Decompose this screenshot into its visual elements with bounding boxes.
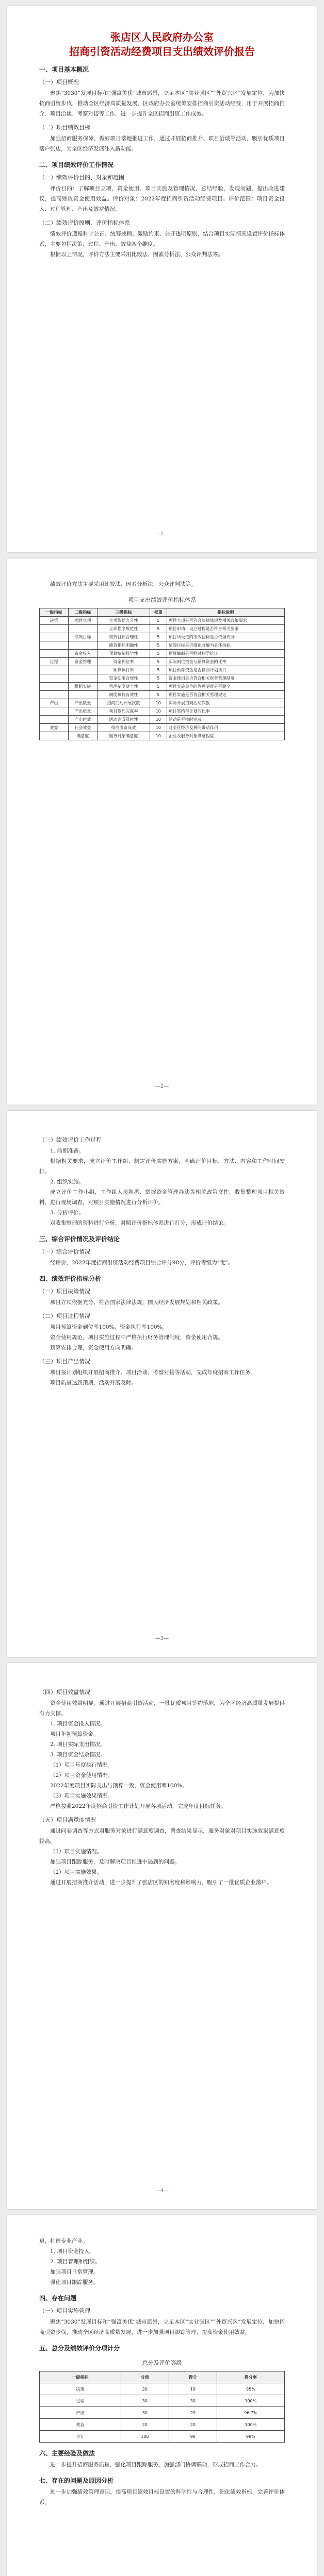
table-cell: 10 bbox=[150, 707, 167, 716]
table-cell: 预算编制是否经过科学论证 bbox=[167, 650, 284, 658]
table-cell: 5 bbox=[150, 691, 167, 699]
paragraph: 通过开展招商推介活动，进一步提升了张店区的知名度和影响力，吸引了一批优质企业落户。 bbox=[50, 1879, 272, 1886]
section-heading: 三、综合评价情况及评价结论 bbox=[39, 1235, 120, 1243]
paragraph: 预算安排合理，资金使用方向明确。 bbox=[50, 1345, 137, 1351]
section-heading: 七、存在的问题及原因分析 bbox=[39, 2477, 114, 2484]
table-cell bbox=[40, 641, 69, 650]
subsection-heading: （一）绩效评价目的、对象和范围 bbox=[39, 174, 124, 181]
paragraph: 项目立项依据充分，符合国家法律法规、国民经济发展规划和相关政策。 bbox=[50, 1299, 223, 1306]
table-cell: 资金到位率 bbox=[97, 658, 150, 666]
document-page-2 bbox=[7, 558, 317, 1105]
table-cell: 过程 bbox=[40, 2395, 121, 2407]
table-row bbox=[40, 2395, 285, 2407]
score-table-body bbox=[40, 2383, 285, 2443]
table-cell: 100% bbox=[217, 2395, 284, 2407]
column-header: 指标说明 bbox=[167, 608, 284, 617]
subsection-heading: （三）项目产出情况 bbox=[39, 1358, 90, 1365]
column-header: 分值 bbox=[121, 2371, 169, 2383]
column-header: 得分 bbox=[169, 2371, 217, 2383]
subsection-heading: （一）综合评价情况 bbox=[39, 1248, 90, 1255]
document-page-1 bbox=[7, 6, 317, 552]
table-cell: 项目立项 bbox=[68, 617, 97, 625]
table-cell bbox=[68, 691, 97, 699]
table-cell: 5 bbox=[150, 641, 167, 650]
score-header-row bbox=[40, 2371, 285, 2383]
table-cell: 30 bbox=[169, 2395, 217, 2407]
subsection-heading: （五）项目满意度情况 bbox=[39, 1817, 96, 1823]
page-2-intro: 绩效评价方法主要采用比较法、因素分析法、公众评判法等。 bbox=[50, 581, 197, 587]
table-cell: 19 bbox=[169, 2383, 217, 2395]
column-header: 三级指标 bbox=[97, 608, 150, 617]
table-cell: 项目签约与计划的比率 bbox=[167, 707, 284, 716]
table-cell bbox=[68, 625, 97, 633]
table-row bbox=[40, 2407, 285, 2419]
table-cell: 效益 bbox=[40, 724, 69, 732]
table-cell: 合计 bbox=[40, 2431, 121, 2443]
table-cell: 5 bbox=[150, 683, 167, 691]
table-cell: 组织实施 bbox=[68, 683, 97, 691]
paragraph: 聚焦“3030”发展目标和“强富美优”城市愿景，立足本区“实业强区”“外贸兴区”发展定位，加快招商引资步伐，推动全区经济高质量发展，进一步加强项目跟踪管理，提高资金使用效益。 bbox=[39, 2319, 285, 2335]
table-cell: 立项依据充分性 bbox=[97, 617, 150, 625]
page-5-body bbox=[39, 2246, 285, 2352]
table-row bbox=[40, 641, 285, 650]
table-cell: 招商活动开展次数 bbox=[97, 699, 150, 707]
table-cell: 项目实施是否符合相关管理规定 bbox=[167, 691, 284, 699]
table-row bbox=[40, 683, 285, 691]
table-cell: 10 bbox=[150, 732, 167, 740]
table-cell: 满意度 bbox=[68, 732, 97, 740]
table-cell: 5 bbox=[150, 666, 167, 674]
section-heading: 五、总分及绩效评价分项计分 bbox=[39, 2345, 120, 2352]
section-heading: 四、绩效评价指标分析 bbox=[39, 1275, 102, 1282]
column-header: 一级指标 bbox=[40, 2371, 121, 2383]
table-cell bbox=[40, 666, 69, 674]
table-cell: 100% bbox=[217, 2419, 284, 2431]
table-cell bbox=[40, 625, 69, 633]
table-cell: 29 bbox=[169, 2407, 217, 2419]
report-title bbox=[39, 30, 285, 59]
table-row bbox=[40, 707, 285, 716]
table-cell: 企业及服务对象满意程度 bbox=[167, 732, 284, 740]
table-cell: 96.7% bbox=[217, 2407, 284, 2419]
subsection-heading: （二）绩效评价原则、评价指标体系 bbox=[39, 219, 130, 226]
paragraph: 2. 项目管理和组织。 bbox=[50, 2259, 101, 2265]
paragraph: 成立评价工作小组，工作组人员熟悉、掌握资金管理办法等相关政策文件，收集整理项目相关资料，进行现场调查，对项目实施情况进行分析评价。 bbox=[39, 1189, 285, 1206]
subsection-heading: （四）项目效益情况 bbox=[39, 1689, 90, 1696]
table-cell: 10 bbox=[150, 699, 167, 707]
table-body bbox=[40, 617, 285, 740]
subsection-heading: （三）绩效评价工作过程 bbox=[39, 1137, 102, 1143]
table-cell: 30 bbox=[121, 2395, 169, 2407]
paragraph: 项目按计划组织开展招商推介、项目洽谈、考察对接等活动，完成年度招商工作任务。 bbox=[50, 1369, 256, 1376]
subsection-heading: （二）项目过程情况 bbox=[39, 1313, 90, 1319]
column-header: 一级指标 bbox=[40, 608, 69, 617]
score-table bbox=[39, 2371, 285, 2443]
table-cell: 5 bbox=[150, 674, 167, 683]
title-line-1: 张店区人民政府办公室 bbox=[110, 31, 214, 43]
page-1-body bbox=[39, 65, 285, 260]
table-cell bbox=[40, 732, 69, 740]
table-cell: 服务对象满意度 bbox=[97, 732, 150, 740]
table-cell: 绩效目标是否细化分解为具体指标 bbox=[167, 641, 284, 650]
table-row bbox=[40, 625, 285, 633]
section-heading: 一、项目基本概况 bbox=[39, 66, 89, 73]
paragraph: 根据以上情况，评价方法主要采用比较法、因素分析法、公众评判法等。 bbox=[50, 251, 223, 258]
table-cell: 决策 bbox=[40, 2383, 121, 2395]
table-cell: 项目预算资金是否按照计划执行 bbox=[167, 666, 284, 674]
table-cell: 10 bbox=[150, 724, 167, 732]
page-5-body-2 bbox=[39, 2449, 285, 2507]
table-cell: 5 bbox=[150, 658, 167, 666]
table-cell bbox=[40, 674, 69, 683]
table-row bbox=[40, 699, 285, 707]
subsection-heading: （一）项目实施管理 bbox=[39, 2308, 90, 2314]
page-number: —2— bbox=[155, 1083, 169, 1089]
table-cell: 绩效目标合理性 bbox=[97, 633, 150, 641]
table-cell: 项目立项是否符合法律法规及相关政策要求 bbox=[167, 617, 284, 625]
table-cell: 实际到位资金与预算资金的比率 bbox=[167, 658, 284, 666]
table-cell: 招商引资成效 bbox=[97, 724, 150, 732]
paragraph: 评价目的：了解项目立项、资金使用、项目实施及管理情况，总结经验，发现问题，提出改进建议，提高财政资金使用效益。评价对象：2022年度招商引资活动经费项目。评价范围：项目资金投入、过程管理、产出及效益情况。 bbox=[39, 185, 285, 212]
table-cell bbox=[68, 666, 97, 674]
table-caption: 项目支出绩效评价指标体系 bbox=[128, 597, 196, 603]
paragraph: 1. 前期准备。 bbox=[50, 1148, 84, 1154]
paragraph: 绩效评价遵循科学公正、统筹兼顾、激励约束、公开透明原则，结合项目实际情况设置评价指标体系，主要包括决策、过程、产出、效益四个维度。 bbox=[39, 231, 285, 247]
table-cell bbox=[40, 683, 69, 691]
table-cell: 预算执行率 bbox=[97, 666, 150, 674]
column-header: 得分率 bbox=[217, 2371, 284, 2383]
table-cell: 产出 bbox=[40, 699, 69, 707]
paragraph: （2）项目实施效果。 bbox=[50, 1869, 103, 1875]
table-cell: 5 bbox=[150, 625, 167, 633]
table-cell: 项目签约完成率 bbox=[97, 707, 150, 716]
page-number: —4— bbox=[155, 2188, 169, 2194]
table-cell: 100 bbox=[121, 2431, 169, 2443]
paragraph: 2022年度项目实际支出与预算一致，资金使用率100%。 bbox=[50, 1783, 188, 1789]
paragraph: 资金使用效益明显。通过开展招商引资活动，一批优质项目签约落地，为全区经济高质量发展提供有力支撑。 bbox=[39, 1700, 285, 1717]
paragraph: 资金使用规范，项目实施过程中严格执行财务管理制度，资金使用合规。 bbox=[50, 1334, 223, 1341]
table-row bbox=[40, 691, 285, 699]
table-row bbox=[40, 716, 285, 724]
page-number: —1— bbox=[155, 531, 169, 537]
paragraph: 3. 分析评价。 bbox=[50, 1210, 84, 1216]
page-3-body bbox=[39, 1136, 285, 1388]
table-cell: 资金使用合规性 bbox=[97, 674, 150, 683]
table-cell: 20 bbox=[121, 2419, 169, 2431]
paragraph: 对收集整理的资料进行分析，对照评价指标体系进行打分，形成评价结论。 bbox=[50, 1220, 229, 1226]
table-cell bbox=[40, 691, 69, 699]
paragraph: 根据相关要求，成立评价工作组，制定评价实施方案，明确评价目标、方法、内容和工作时间安排。 bbox=[39, 1158, 285, 1175]
table-cell bbox=[68, 641, 97, 650]
table-cell: 95% bbox=[217, 2383, 284, 2395]
section-heading: 二、项目绩效评价工作情况 bbox=[39, 161, 114, 168]
table-cell: 5 bbox=[150, 650, 167, 658]
table-cell: 活动是否按时完成 bbox=[167, 716, 284, 724]
section-heading: 六、主要经验及做法 bbox=[39, 2450, 95, 2457]
paragraph: 3. 项目资金结余情况。 bbox=[50, 1752, 106, 1758]
table-cell: 项目实施单位的管理制度是否健全 bbox=[167, 683, 284, 691]
subsection-heading: （一）项目概况 bbox=[39, 79, 79, 86]
table-cell: 产出数量 bbox=[68, 699, 97, 707]
page-number: —3— bbox=[155, 1636, 169, 1641]
table-cell: 活动完成及时性 bbox=[97, 716, 150, 724]
table-cell: 项目申请、设立过程是否符合相关要求 bbox=[167, 625, 284, 633]
page-4-body bbox=[39, 1688, 285, 1888]
paragraph: 进一步加强绩效管理意识，提高项目绩效目标设置的科学性与合理性，细化绩效指标，完善评价体系。 bbox=[39, 2489, 285, 2505]
table-row bbox=[40, 2419, 285, 2431]
table-cell: 98% bbox=[217, 2431, 284, 2443]
table-header-row bbox=[40, 608, 285, 617]
table-row bbox=[40, 633, 285, 641]
table-cell: 产出质量 bbox=[68, 707, 97, 716]
table-row bbox=[40, 617, 285, 625]
paragraph: 通过问卷调查等方式对服务对象进行满意度调查，调查结果显示，服务对象对项目实施效果满意度较高。 bbox=[39, 1828, 285, 1844]
paragraph: （3）项目实施效果情况。 bbox=[50, 1793, 114, 1799]
table-cell: 5 bbox=[150, 633, 167, 641]
table-cell: 98 bbox=[169, 2431, 217, 2443]
indicator-table bbox=[39, 608, 285, 740]
table-cell: 30 bbox=[121, 2407, 169, 2419]
table-cell: 产出时效 bbox=[68, 716, 97, 724]
table-row bbox=[40, 724, 285, 732]
table-row bbox=[40, 650, 285, 658]
paragraph: 聚焦“3030”发展目标和“强富美优”城市愿景，立足本区“实业强区”“外贸兴区”发展定位，为加快招商引资步伐，推动全区经济高质量发展，区政府办公室统筹安排招商引资活动经费，用于开展招商推介、项目洽谈、考察对接等工作，进一步提升全区招商引资工作成效。 bbox=[39, 90, 285, 117]
paragraph: 加强项目跟踪服务，及时解决项目推进中遇到的问题。 bbox=[50, 1859, 180, 1865]
table-row bbox=[40, 666, 285, 674]
section-heading: 四、存在问题 bbox=[39, 2295, 77, 2302]
document-page-3 bbox=[7, 1111, 317, 1657]
table-cell bbox=[68, 674, 97, 683]
paragraph: 1. 项目资金投入。 bbox=[50, 2248, 95, 2255]
table-cell: 10 bbox=[150, 716, 167, 724]
paragraph: （1）项目实施情况。 bbox=[50, 1849, 103, 1855]
paragraph: （1）项目年度执行情况。 bbox=[50, 1762, 114, 1768]
table-row bbox=[40, 2383, 285, 2395]
table-row bbox=[40, 658, 285, 666]
table-cell: 预算编制科学性 bbox=[97, 650, 150, 658]
table-cell bbox=[40, 707, 69, 716]
table-cell bbox=[40, 650, 69, 658]
column-header: 权重 bbox=[150, 608, 167, 617]
table-row bbox=[40, 674, 285, 683]
paragraph: 经评价，2022年度招商引资活动经费项目综合评分98分，评价等级为“优”。 bbox=[50, 1260, 234, 1266]
paragraph: 1. 项目资金投入情况。 bbox=[50, 1721, 106, 1727]
paragraph: 2. 项目实际支出情况。 bbox=[50, 1741, 106, 1748]
subsection-heading: （二）项目绩效目标 bbox=[39, 124, 90, 131]
table-row bbox=[40, 2431, 285, 2443]
paragraph: 2. 组织实施。 bbox=[50, 1179, 84, 1185]
paragraph: 进一步提升招商服务质量，强化项目跟踪服务，加强部门协调联动，形成招商工作合力。 bbox=[50, 2462, 262, 2468]
table-cell: 资金管理 bbox=[68, 658, 97, 666]
table-cell: 5 bbox=[150, 617, 167, 625]
paragraph: 严格按照2022年度招商引资工作计划开展各项活动，完成年度目标任务。 bbox=[50, 1803, 226, 1809]
paragraph: 加强项目日常管理。 bbox=[50, 2269, 99, 2275]
table-cell: 对全区经济发展的带动作用 bbox=[167, 724, 284, 732]
column-header: 二级指标 bbox=[68, 608, 97, 617]
table-cell: 绩效目标 bbox=[68, 633, 97, 641]
table-cell: 项目所设定的绩效目标是否依据充分 bbox=[167, 633, 284, 641]
table-cell: 实际开展招商活动次数 bbox=[167, 699, 284, 707]
table-cell bbox=[40, 716, 69, 724]
paragraph: 项目质量达到预期，活动开展及时。 bbox=[50, 1380, 137, 1386]
title-line-2: 招商引资活动经费项目支出绩效评价报告 bbox=[69, 45, 255, 58]
paragraph: 项目年初预算资金。 bbox=[50, 1731, 99, 1737]
table-cell: 20 bbox=[121, 2383, 169, 2395]
paragraph: 加强招商服务保障，做好项目落地推进工作，通过开展招商推介、项目洽谈等活动，吸引优质项目落户张店，为全区经济发展注入新动能。 bbox=[39, 135, 285, 152]
table-cell: 立项程序规范性 bbox=[97, 625, 150, 633]
table-cell: 绩效指标明确性 bbox=[97, 641, 150, 650]
table-cell: 20 bbox=[169, 2419, 217, 2431]
table-cell: 管理制度健全性 bbox=[97, 683, 150, 691]
table-cell bbox=[40, 633, 69, 641]
subsection-heading: （一）项目决策情况 bbox=[39, 1288, 90, 1295]
score-table-caption: 总分及评价等级 bbox=[142, 2360, 182, 2366]
table-cell: 社会效益 bbox=[68, 724, 97, 732]
paragraph: 强化项目跟踪服务。 bbox=[50, 2279, 99, 2285]
table-cell: 决策 bbox=[40, 617, 69, 625]
table-cell: 制度执行有效性 bbox=[97, 691, 150, 699]
page-5-top-text: 更，打造专业产业。 bbox=[39, 2238, 88, 2244]
paragraph: （2）项目资金使用情况。 bbox=[50, 1772, 114, 1778]
document-page-5 bbox=[7, 2215, 317, 2576]
table-cell: 产出 bbox=[40, 2407, 121, 2419]
table-cell: 过程 bbox=[40, 658, 69, 666]
paragraph: 项目预算资金到位率100%，资金执行率100%。 bbox=[50, 1324, 168, 1330]
table-cell: 资金投入 bbox=[68, 650, 97, 658]
table-cell: 效益 bbox=[40, 2419, 121, 2431]
table-row bbox=[40, 732, 285, 740]
document-page-4 bbox=[7, 1663, 317, 2209]
table-cell: 资金使用是否符合相关财务管理制度 bbox=[167, 674, 284, 683]
